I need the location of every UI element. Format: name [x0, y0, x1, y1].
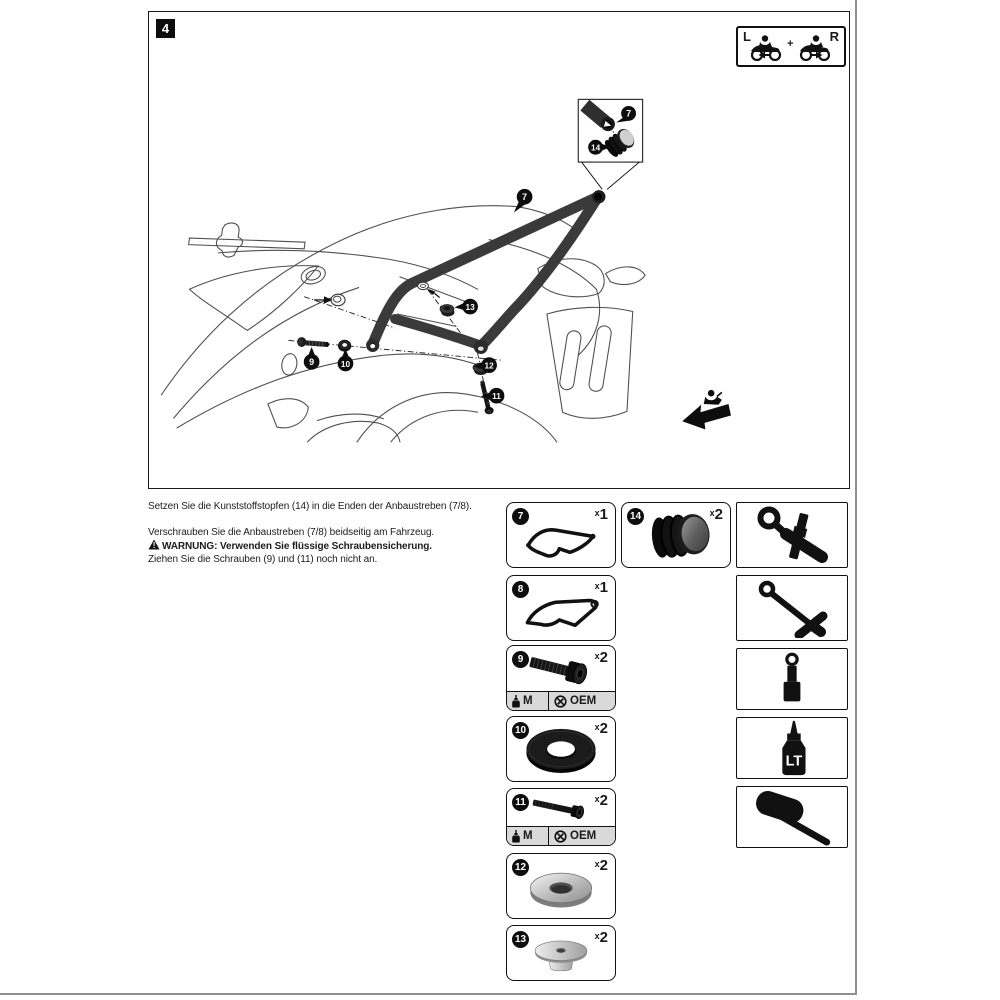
warning-triangle-icon: [148, 539, 160, 550]
left-right-badge: [736, 26, 846, 67]
threadlocker-note: M: [507, 827, 549, 845]
hardware-note-band: [507, 826, 615, 845]
part-box-11: [506, 788, 616, 846]
tool-box-ratchet: [736, 502, 848, 568]
part-box-7: [506, 502, 616, 568]
part-qty: x2: [594, 649, 608, 666]
plus-label: +: [787, 38, 794, 50]
tool-box-t-handle: [736, 575, 848, 641]
tool-box-threadlocker: [736, 717, 848, 779]
rubber-mallet-icon: [742, 788, 842, 846]
part-number-badge: 10: [512, 722, 529, 739]
threadlocker-mini-icon: [512, 830, 520, 843]
ratchet-with-bit-icon: [742, 505, 842, 565]
svg-text:LT: LT: [785, 753, 803, 770]
warning-line: ! WARNUNG: Verwenden Sie flüssige Schraubensicherung.: [148, 539, 526, 553]
part-box-14: [621, 502, 731, 568]
part-number-badge: 14: [627, 508, 644, 525]
svg-text:14: 14: [590, 143, 601, 153]
motorcycle-left-icon: [748, 34, 784, 61]
right-strut-icon: [513, 589, 609, 635]
no-oem-note: OEM: [549, 827, 615, 845]
part-qty: x1: [594, 579, 608, 596]
svg-text:!: !: [152, 541, 156, 550]
callout-9: [304, 347, 320, 370]
part-number-badge: 7: [512, 508, 529, 525]
step-number-badge: 4: [156, 19, 175, 38]
part-number-badge: 8: [512, 581, 529, 598]
washer-icon: [513, 723, 609, 777]
part-qty: x2: [594, 792, 608, 809]
motorcycle-right-icon: [797, 34, 833, 61]
part-box-13: [506, 925, 616, 981]
instruction-paragraph-1: Setzen Sie die Kunststoffstopfen (14) in die Enden der Anbaustreben (7/8).: [148, 501, 472, 512]
spacer-washer-icon: [513, 862, 609, 914]
tool-box-mallet: [736, 786, 848, 848]
tool-box-socket: [736, 648, 848, 710]
page-edge-horizontal: [0, 993, 857, 995]
svg-text:7: 7: [522, 192, 528, 203]
instruction-line-3: Ziehen Sie die Schrauben (9) und (11) noch nicht an.: [148, 554, 378, 565]
part-qty: x2: [594, 857, 608, 874]
threadlocker-note: M: [507, 692, 549, 710]
inset-funnel: [582, 162, 640, 189]
right-label: R: [829, 29, 839, 44]
svg-text:9: 9: [309, 357, 315, 368]
svg-text:10: 10: [340, 359, 351, 369]
instruction-line-1: Verschrauben Sie die Anbaustreben (7/8) beidseitig am Fahrzeug.: [148, 527, 435, 538]
instruction-text: [148, 500, 526, 566]
t-handle-wrench-icon: [742, 578, 842, 638]
callout-13: [454, 299, 478, 315]
threadlocker-mini-icon: [512, 695, 520, 708]
short-bolt-icon: [513, 647, 609, 691]
part-box-8: [506, 575, 616, 641]
part-number-badge: 11: [512, 794, 529, 811]
part-number-badge: 9: [512, 651, 529, 668]
left-label: L: [743, 29, 751, 44]
view-direction-icon: [682, 390, 731, 430]
plastic-plug-icon: [628, 508, 724, 564]
part-box-10: [506, 716, 616, 782]
svg-text:12: 12: [484, 361, 494, 371]
socket-bit-icon: [742, 651, 842, 707]
part-qty: x2: [594, 929, 608, 946]
page-edge-vertical: [855, 0, 857, 993]
part-box-12: [506, 853, 616, 919]
stepped-spacer-icon: [513, 928, 609, 978]
part-box-9: [506, 645, 616, 711]
no-oem-wrench-icon: [554, 695, 567, 708]
carrier-frame: [374, 197, 599, 345]
threadlocker-bottle-icon: [742, 719, 842, 777]
left-strut-icon: [513, 516, 609, 562]
part-qty: x2: [594, 720, 608, 737]
no-oem-wrench-icon: [554, 830, 567, 843]
callout-10: [338, 349, 354, 372]
part-qty: x2: [709, 506, 723, 523]
svg-text:7: 7: [626, 108, 632, 119]
part-number-badge: 13: [512, 931, 529, 948]
no-oem-note: OEM: [549, 692, 615, 710]
svg-text:13: 13: [465, 302, 475, 312]
illustration-frame: [148, 11, 850, 489]
part-qty: x1: [594, 506, 608, 523]
part-number-badge: 12: [512, 859, 529, 876]
long-bolt-icon: [513, 789, 609, 827]
hardware-note-band: [507, 691, 615, 710]
installation-diagram: [149, 12, 849, 488]
svg-text:11: 11: [492, 391, 501, 401]
